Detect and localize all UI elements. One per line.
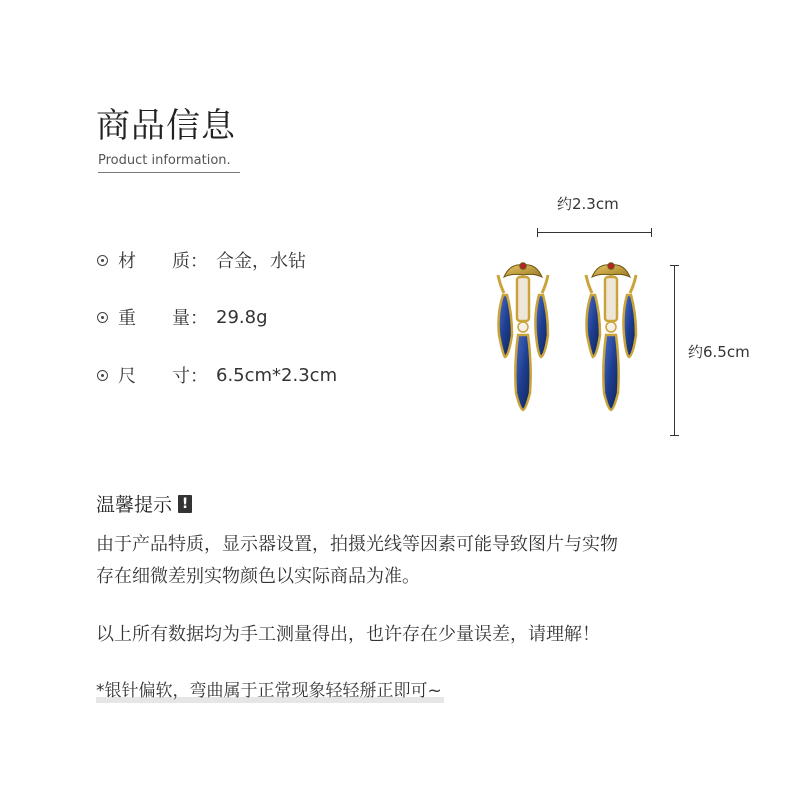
spec-row-size	[97, 363, 337, 387]
warning-icon: !	[178, 495, 192, 513]
bullet-icon	[97, 312, 108, 323]
bullet-icon	[97, 370, 108, 381]
spec-key-2: 寸：	[172, 366, 208, 387]
tips-line-3: 以上所有数据均为手工测量得出，也许存在少量误差，请理解！	[96, 624, 600, 645]
width-dimension-line	[537, 232, 652, 233]
bullet-icon	[97, 255, 108, 266]
height-dimension-line	[674, 265, 675, 436]
earrings-product-image	[490, 255, 665, 415]
spec-value: 6.5cm*2.3cm	[216, 364, 338, 386]
note-text: *银针偏软，弯曲属于正常现象轻轻掰正即可~	[96, 681, 442, 701]
spec-value: 29.8g	[216, 306, 268, 328]
width-dimension-label: 约2.3cm	[557, 195, 619, 213]
spec-key-2: 量：	[172, 308, 208, 329]
page-title: 商品信息	[96, 106, 236, 146]
tips-line-2: 存在细微差别实物颜色以实际商品为准。	[96, 566, 420, 587]
page-subtitle: Product information.	[98, 153, 240, 173]
spec-value: 合金，水钻	[216, 251, 306, 272]
note-block	[96, 676, 442, 701]
spec-row-material	[97, 248, 306, 272]
spec-key-2: 质：	[172, 251, 208, 272]
spec-row-weight	[97, 305, 268, 329]
tips-line-1: 由于产品特质，显示器设置，拍摄光线等因素可能导致图片与实物	[96, 534, 618, 555]
height-dimension-label: 约6.5cm	[688, 343, 750, 361]
spec-key-1: 材	[118, 251, 136, 272]
tips-heading	[96, 490, 192, 517]
spec-key-1: 尺	[118, 366, 136, 387]
spec-key-1: 重	[118, 308, 136, 329]
tips-title: 温馨提示	[96, 494, 173, 516]
left-earring	[498, 263, 548, 410]
right-earring	[586, 263, 636, 410]
